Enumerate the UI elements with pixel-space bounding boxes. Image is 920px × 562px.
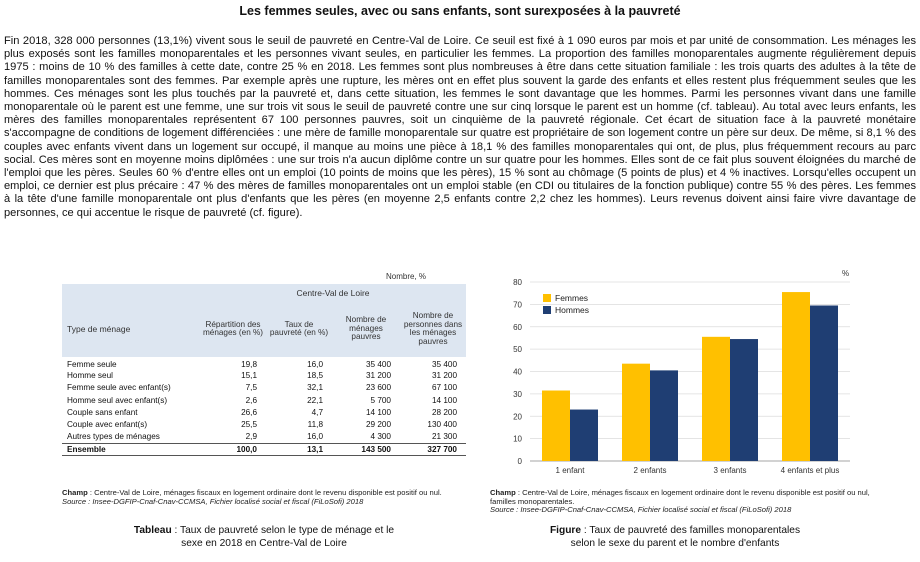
table-cell: 25,5 (241, 420, 257, 430)
bar-femmes (622, 364, 650, 461)
legend-swatch (543, 294, 551, 302)
table-cell: 16,0 (307, 359, 323, 369)
chart-caption-line2: selon le sexe du parent et le nombre d'enfants (570, 538, 780, 549)
table-cell: 13,1 (266, 443, 332, 455)
table-row-label: Couple sans enfant (67, 407, 138, 417)
y-tick-label: 70 (513, 300, 522, 310)
table-row-header: Type de ménage (67, 323, 131, 334)
chart-caption-label: Figure (549, 525, 582, 536)
table-row (62, 431, 466, 443)
x-tick-label: 4 enfants et plus (780, 466, 840, 475)
table-col-header: Nombre de personnes dans les ménages pauvres (403, 311, 463, 346)
table-cell: 7,5 (245, 383, 257, 393)
bar-femmes (782, 292, 810, 461)
bar-hommes (810, 305, 838, 461)
bar-hommes (730, 339, 758, 461)
table-row-label: Homme seul avec enfant(s) (67, 395, 168, 405)
table-row-label: Femme seule avec enfant(s) (67, 383, 171, 393)
x-tick-label: 1 enfant (555, 466, 585, 475)
table-cell: 14 100 (365, 407, 391, 417)
table-row (62, 357, 466, 369)
table-cell: 21 300 (431, 432, 457, 442)
bar-chart (490, 274, 860, 486)
x-tick-label: 3 enfants (713, 466, 747, 475)
table-col-header: Taux de pauvreté (en %) (269, 319, 329, 337)
y-tick-label: 30 (513, 389, 522, 399)
chart-source: Source : Insee-DGFIP-Cnaf-Cnav-CCMSA, Fichier localisé social et fiscal (FiLoSofi) 2018 (490, 505, 792, 515)
table-cell: 18,5 (307, 370, 323, 380)
table-cell: 14 100 (431, 395, 457, 405)
table-row-label: Autres types de ménages (67, 432, 160, 442)
legend-label: Hommes (555, 305, 590, 315)
page-title: Les femmes seules, avec ou sans enfants, sont surexposées à la pauvreté (239, 4, 681, 18)
table-row-label: Ensemble (62, 443, 200, 455)
table-cell: 31 200 (431, 370, 457, 380)
table-row-label: Femme seule (67, 359, 117, 369)
chart-note-label: Champ (490, 488, 516, 497)
table-note-label: Champ (62, 488, 88, 497)
table-cell: 23 600 (365, 383, 391, 393)
table-row-label: Homme seul (67, 370, 113, 380)
chart-caption (490, 524, 860, 550)
bar-hommes (650, 370, 678, 461)
body-paragraph: Fin 2018, 328 000 personnes (13,1%) vivent sous le seuil de pauvreté en Centre-Val de Loire. Ce seuil est fixé à 1 090 euros par mois et par unité de consommation. Les ménages les plus exposés sont les familles monoparentales et les personnes vivant seules, en particulier les femmes. La proportion des familles monoparentales augmente régulièrement depuis 1975 : moins de 10 % des familles à cette date, contre 25 % en 2018. Les femmes sont plus nombreuses à être dans cette situation familiale : les trois quarts des adultes à la tête de familles monoparentales sont des femmes. Par exemple après une rupture, les mères ont en effet plus souvent la garde des enfants et elles restent plus fréquemment seules que les hommes. Ces ménages sont les plus touchés par la pauvreté et, dans cette situation, les femmes le sont davantage que les hommes. Parmi les personnes vivant dans une famille monoparentale où le parent est une femme, une sur trois vit sous le seuil de pauvreté contre une sur cinq lorsque le parent est un homme (cf. tableau). Au total avec leurs enfants, les mères des familles monoparentales représentent 67 100 personnes pauvres, soit un cinquième de la pauvreté régionale. Cet écart de situation face à la pauvreté monétaire s'accompagne de conditions de logement différenciées : une mère de famille monoparentale sur quatre est propriétaire de son logement contre un père sur deux. De même, si 8,1 % des couples avec enfants vivent dans un logement sur occupé, il manque au moins une pièce à 18,1 % des familles monoparentales qui ont, de plus, plus fréquemment recours au parc social. Ces mères sont en moyenne moins diplômées : une sur trois n'a aucun diplôme contre un sur quatre pour les hommes. Elles sont de ce fait plus souvent éloignées du marché de l'emploi que les pères. Seules 60 % d'entre elles ont un emploi (10 points de moins que les pères), 15 % sont au chômage (5 points de plus) et 4 % inactives. Lorsqu'elles occupent un emploi, ce dernier est plus précaire : 47 % des mères de familles monoparentales ont un emploi stable (en CDI ou titulaires de la fonction publique) contre 55 % des pères. Les femmes à la tête d'une famille monoparentale ont plus d'enfants que les pères (en moyenne 2,5 enfants contre 2,2 chez les hommes). Leurs revenus doivent ainsi faire vivre davantage de personnes, ce qui accentue le risque de pauvreté (cf. figure). (4, 35, 916, 219)
chart-note (490, 489, 870, 515)
table-cell: 26,6 (241, 407, 257, 417)
table-cell: 35 400 (431, 359, 457, 369)
table-cell: 100,0 (200, 443, 266, 455)
table-cell: 130 400 (427, 420, 457, 430)
table-cell: 32,1 (307, 383, 323, 393)
table-row-label: Couple avec enfant(s) (67, 420, 148, 430)
bar-femmes (542, 391, 570, 461)
table-caption (62, 524, 466, 550)
table-cell: 5 700 (370, 395, 391, 405)
table-cell: 4 300 (370, 432, 391, 442)
table-cell: 19,8 (241, 359, 257, 369)
y-tick-label: 0 (517, 457, 522, 466)
table-region-header: Centre-Val de Loire (296, 287, 370, 298)
table-row (62, 418, 466, 430)
y-tick-label: 60 (513, 322, 522, 332)
table-col-header: Répartition des ménages (en %) (202, 319, 264, 337)
y-tick-label: 80 (513, 278, 522, 287)
y-tick-label: 50 (513, 345, 522, 355)
table-cell: 4,7 (311, 407, 323, 417)
y-tick-label: 10 (513, 434, 522, 444)
table-cell: 35 400 (365, 359, 391, 369)
table-cell: 67 100 (431, 383, 457, 393)
table-cell: 16,0 (307, 432, 323, 442)
table-note-text: : Centre-Val de Loire, ménages fiscaux en logement ordinaire dont le revenu disponible est positif ou nul. (87, 488, 442, 497)
table-cell: 22,1 (307, 395, 323, 405)
y-tick-label: 20 (513, 412, 522, 422)
table-row (62, 394, 466, 406)
table-region-row (62, 284, 466, 301)
table-caption-line2: sexe en 2018 en Centre-Val de Loire (181, 538, 347, 549)
table-header-row (62, 301, 466, 357)
table-col-header: Nombre de ménages pauvres (345, 315, 387, 342)
table-row (62, 382, 466, 394)
y-tick-label: 40 (513, 367, 522, 377)
table-cell: 11,8 (307, 420, 323, 430)
table-cell: 28 200 (431, 407, 457, 417)
table-cell: 143 500 (332, 443, 400, 455)
legend-swatch (543, 306, 551, 314)
legend-label: Femmes (555, 293, 589, 303)
table-source: Source : Insee-DGFIP-Cnaf-Cnav-CCMSA, Fichier localisé social et fiscal (FiLoSofi) 2018 (62, 496, 364, 506)
table-cell: 31 200 (365, 370, 391, 380)
table-unit: Nombre, % (386, 272, 427, 281)
bar-femmes (702, 337, 730, 461)
table-cell: 15,1 (241, 370, 257, 380)
table-cell: 327 700 (400, 443, 466, 455)
table-cell: 2,9 (245, 432, 257, 442)
table-note (62, 489, 462, 506)
x-tick-label: 2 enfants (633, 466, 667, 475)
table-cell: 2,6 (245, 395, 257, 405)
chart-unit: % (842, 269, 850, 278)
table-cell: 29 200 (365, 420, 391, 430)
table-caption-line1: : Taux de pauvreté selon le type de ménage et le (171, 525, 395, 536)
chart-note-text: : Centre-Val de Loire, ménages fiscaux en logement ordinaire dont le revenu disponible est positif ou nul, familles monoparentales. (490, 488, 870, 506)
poverty-table (62, 284, 466, 456)
table-total-row (62, 443, 466, 455)
table-row (62, 406, 466, 418)
chart-caption-line1: : Taux de pauvreté des familles monoparentales (581, 525, 801, 536)
table-row (62, 369, 466, 381)
bar-hommes (570, 410, 598, 461)
table-caption-label: Tableau (133, 525, 172, 536)
